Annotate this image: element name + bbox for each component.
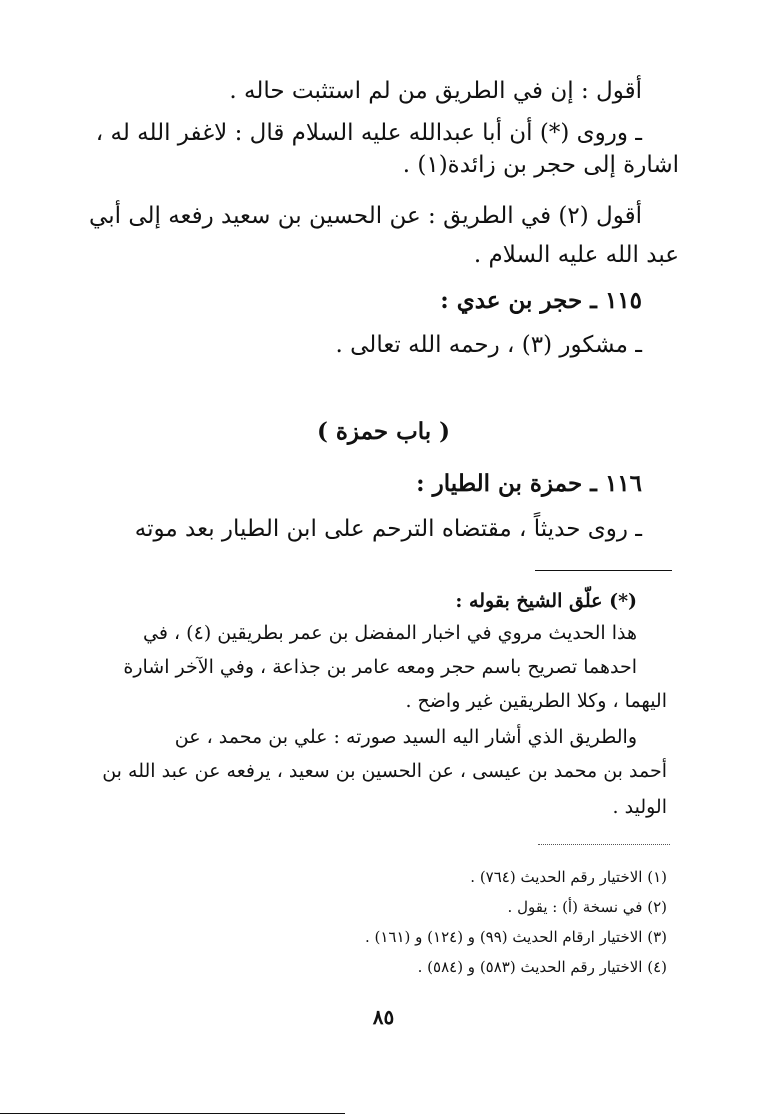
body-line: ـ مشكور (٣) ، رحمه الله تعالى . [335, 332, 642, 358]
note-line: أحمد بن محمد بن عيسى ، عن الحسين بن سعيد ، يرفعه عن عبد الله بن [102, 760, 667, 782]
body-line: عبد الله عليه السلام . [473, 242, 679, 268]
footnote: (١) الاختيار رقم الحديث (٧٦٤) . [470, 868, 667, 886]
note-line: احدهما تصريح باسم حجر ومعه عامر بن جذاعة ، وفي الآخر اشارة [123, 656, 637, 678]
notes-separator [535, 570, 672, 571]
footnote: (٢) في نسخة (أ) : يقول . [507, 898, 667, 916]
body-line: أقول : إن في الطريق من لم استثبت حاله . [229, 78, 642, 104]
page-number: ٨٥ [372, 1005, 395, 1029]
note-line: اليهما ، وكلا الطريقين غير واضح . [405, 690, 667, 712]
note-heading: (*) علّق الشيخ بقوله : [455, 590, 637, 612]
body-line: اشارة إلى حجر بن زائدة(١) . [402, 152, 679, 178]
body-line: أقول (٢) في الطريق : عن الحسين بن سعيد رفعه إلى أبي [89, 203, 642, 229]
body-line: ـ روى حديثاً ، مقتضاه الترحم على ابن الطيار بعد موته [134, 516, 642, 542]
bottom-edge-line [0, 1113, 345, 1114]
note-line: هذا الحديث مروي في اخبار المفضل بن عمر بطريقين (٤) ، في [143, 622, 637, 644]
body-line: ـ وروى (*) أن أبا عبدالله عليه السلام قال : لاغفر الله له ، [95, 120, 642, 146]
entry-heading-115: ١١٥ ـ حجر بن عدي : [440, 287, 642, 314]
footnote: (٣) الاختيار ارقام الحديث (٩٩) و (١٢٤) و (١٦١) . [364, 928, 667, 946]
section-title: ( باب حمزة ) [316, 418, 451, 445]
footnote: (٤) الاختيار رقم الحديث (٥٨٣) و (٥٨٤) . [417, 958, 667, 976]
footnotes-separator [538, 844, 670, 845]
note-line: الوليد . [612, 796, 667, 818]
entry-heading-116: ١١٦ ـ حمزة بن الطيار : [416, 470, 642, 497]
note-line: والطريق الذي أشار اليه السيد صورته : علي بن محمد ، عن [174, 726, 637, 748]
